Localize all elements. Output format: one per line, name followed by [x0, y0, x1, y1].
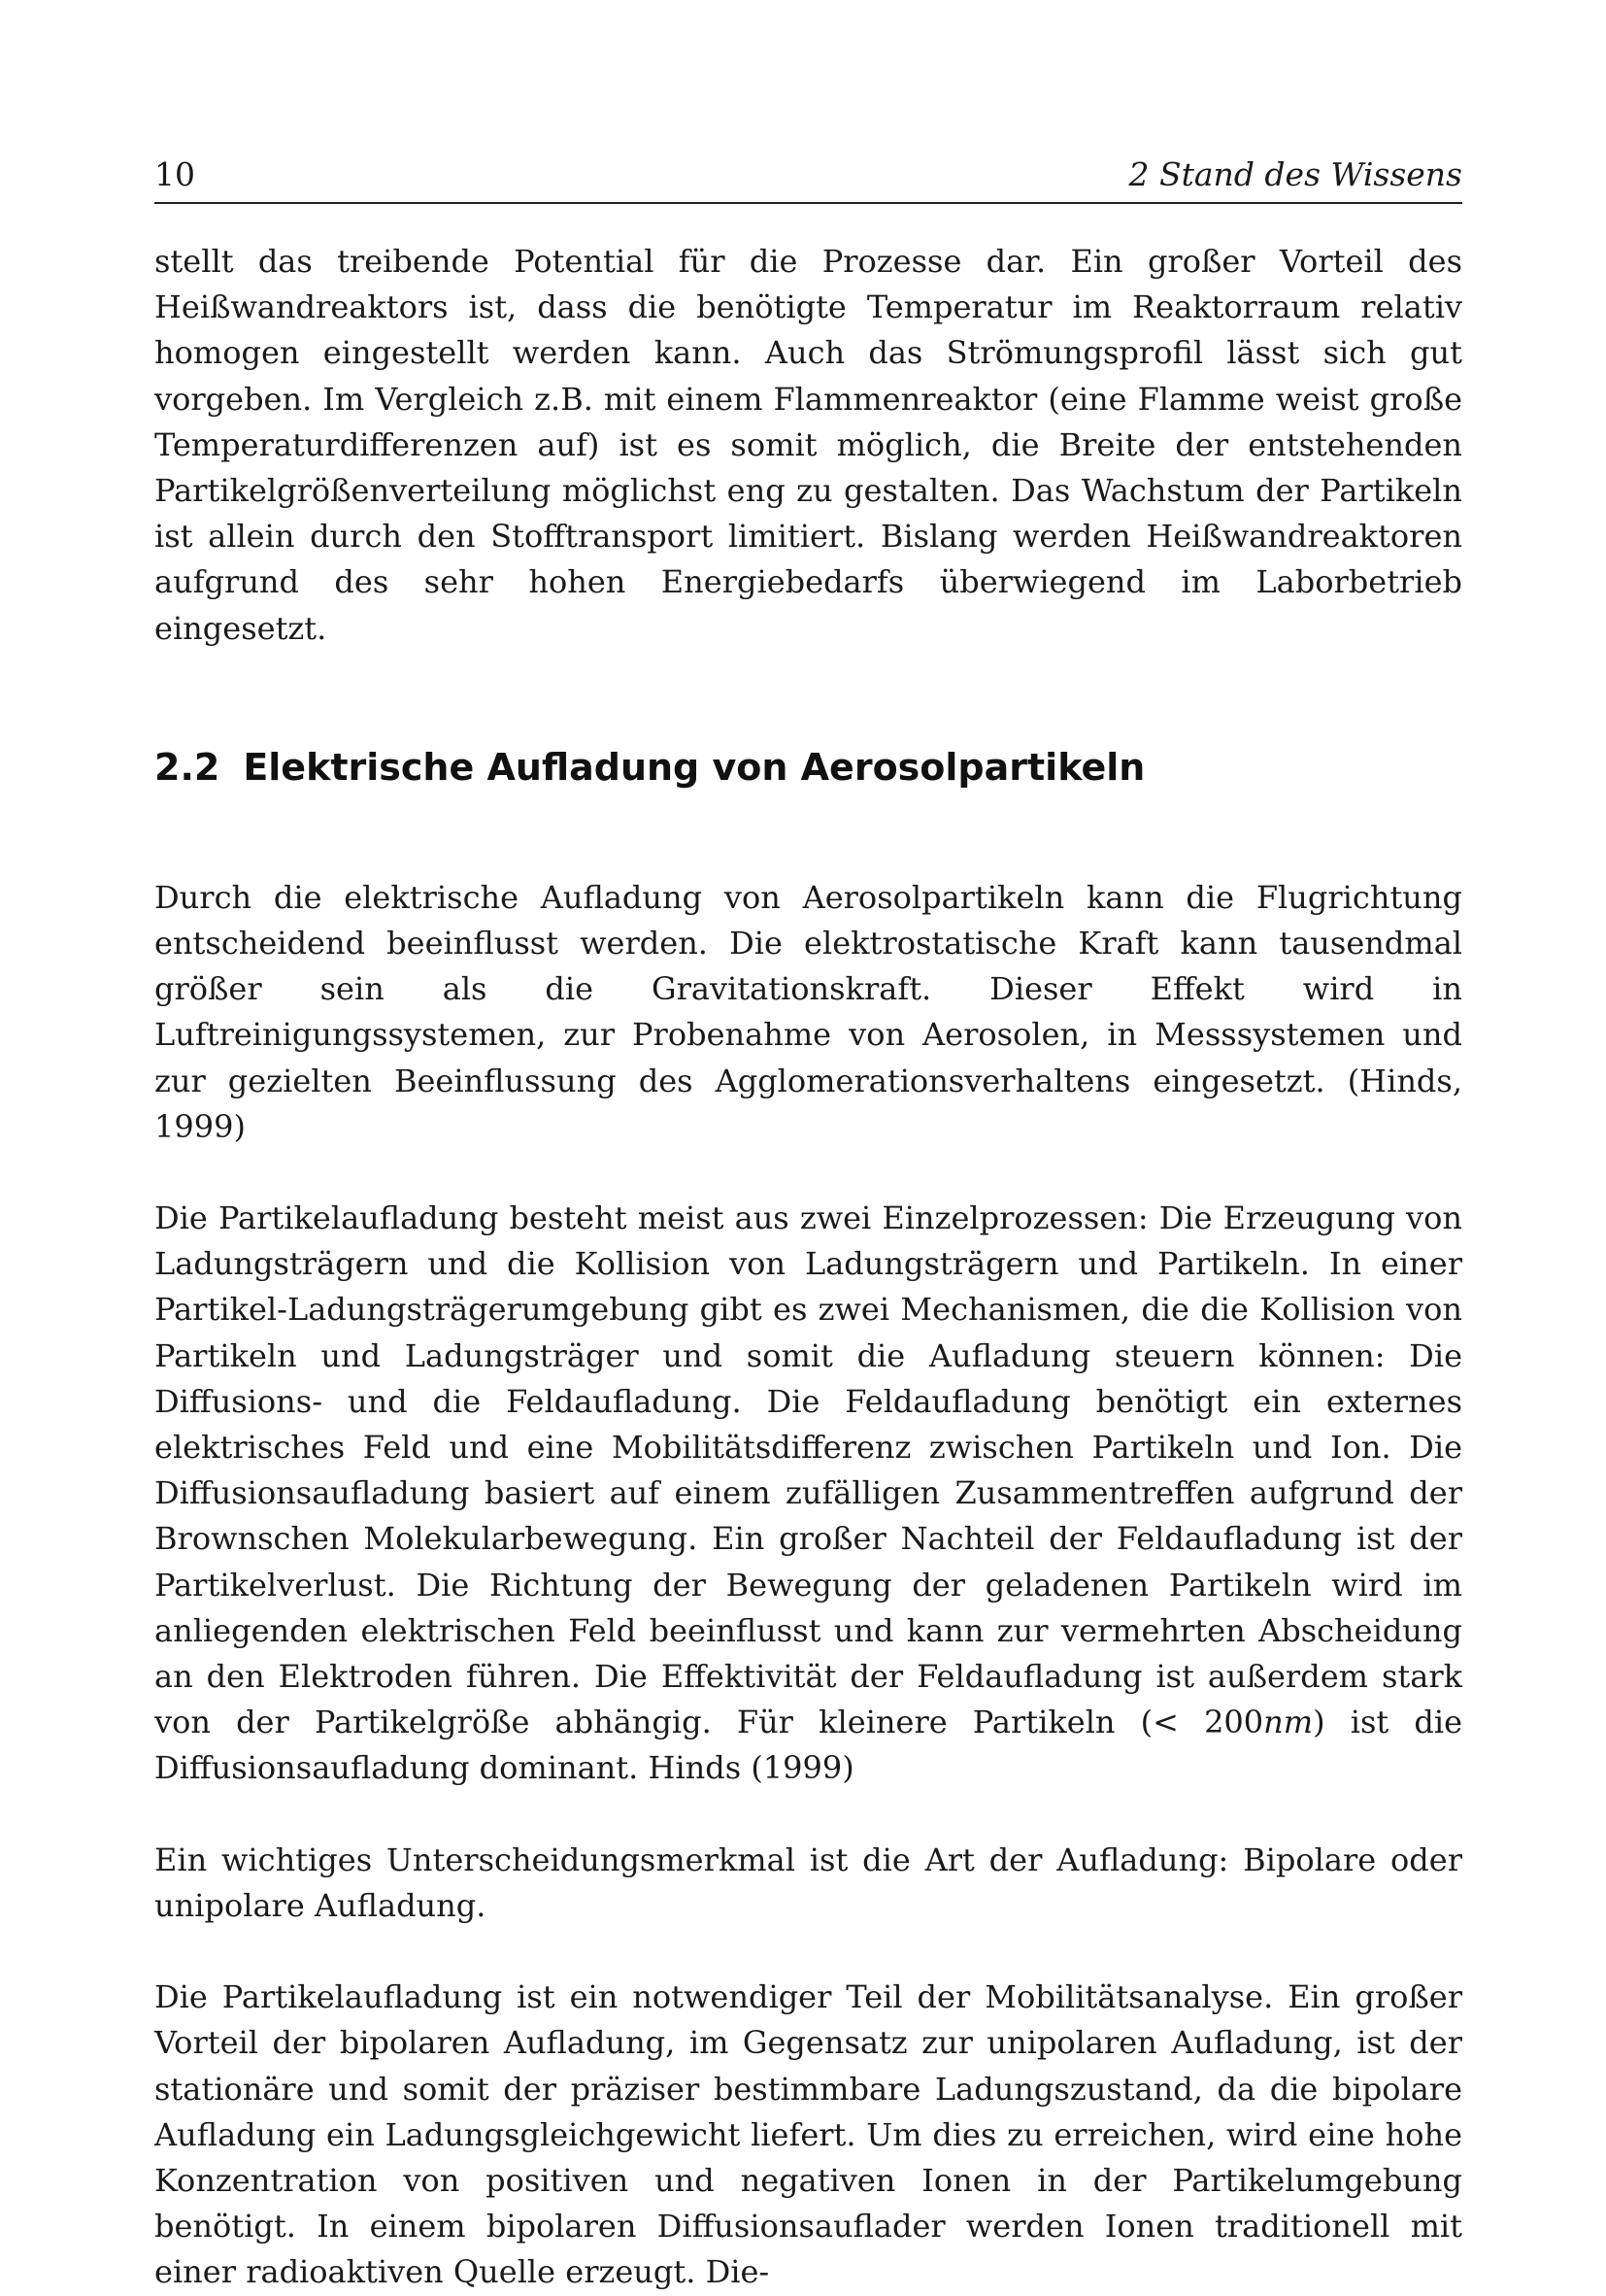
page-number: 10: [154, 155, 195, 193]
paragraph-text: ) ist die Diffusionsaufladung dominant. Hinds (1999): [154, 1704, 1463, 1787]
unit-nm: nm: [1263, 1704, 1314, 1741]
paragraph-charging-types: Ein wichtiges Unterscheidungsmerkmal ist die Art der Aufladung: Bipolare oder unipolare Aufladung.: [154, 1840, 1462, 1924]
intro-paragraph: stellt das treibende Potential für die Prozesse dar. Ein großer Vorteil des Heißwandreaktors ist, dass die benötigte Temperatur im Reaktorraum relativ homogen eingestellt werden kann. Auch das Strömungsprofil lässt sich gut vorgeben. Im Vergleich z.B. mit einem Flammenreaktor (eine Flamme weist große Temperaturdifferenzen auf) ist es somit möglich, die Breite der entstehenden Partikelgrößenverteilung möglichst eng zu gestalten. Das Wachstum der Partikeln ist allein durch den Stofftransport limitiert. Bislang werden Heißwandreaktoren aufgrund des sehr hohen Energiebedarfs überwiegend im Laborbetrieb eingesetzt.: [154, 243, 1462, 647]
paragraph-text: Die Partikelaufladung besteht meist aus zwei Einzelprozessen: Die Erzeugung von Ladungsträgern und die Kollision von Ladungsträgern und Partikeln. In einer Partikel-Ladungsträgerumgebung gibt es zwei Mechanismen, die die Kollision von Partikeln und Ladungsträger und somit die Aufladung steuern können: Die Diffusions- und die Feldaufladung. Die Feldaufladung benötigt ein externes elektrisches Feld und eine Mobilitätsdifferenz zwischen Partikeln und Ion. Die Diffusionsaufladung basiert auf einem zufälligen Zusammentreffen aufgrund der Brownschen Molekularbewegung. Ein großer Nachteil der Feldaufladung ist der Partikelverlust. Die Richtung der Bewegung der geladenen Partikeln wird im anliegenden elektrischen Feld beeinflusst und kann zur vermehrten Abscheidung an den Elektroden führen. Die Effektivität der Feldaufladung ist außerdem stark von der Partikelgröße abhängig. Für kleinere Partikeln (< 200: [154, 1199, 1462, 1741]
section-number: 2.2: [154, 745, 220, 789]
document-page: [154, 155, 1462, 2296]
chapter-title: 2 Stand des Wissens: [1128, 155, 1462, 193]
running-header: [154, 155, 1462, 204]
section-title: Elektrische Aufladung von Aerosolpartikeln: [243, 745, 1146, 789]
paragraph-charging-mechanisms: [154, 1196, 1462, 1792]
paragraph-bipolar-charging: Die Partikelaufladung ist ein notwendiger Teil der Mobilitätsanalyse. Ein großer Vorteil der bipolaren Aufladung, im Gegensatz zur unipolaren Aufladung, ist der stationäre und somit der präziser bestimmbare Ladungszustand, da die bipolare Aufladung ein Ladungsgleichgewicht liefert. Um dies zu erreichen, wird eine hohe Konzentration von positiven und negativen Ionen in der Partikelumgebung benötigt. In einem bipolaren Diffusionsauflader werden Ionen traditionell mit einer radioaktiven Quelle erzeugt. Die-: [154, 1978, 1462, 2291]
section-heading: [154, 744, 1462, 791]
paragraph-charging-intro: Durch die elektrische Aufladung von Aerosolpartikeln kann die Flugrichtung entscheidend beeinflusst werden. Die elektrostatische Kraft kann tausendmal größer sein als die Gravitationskraft. Dieser Effekt wird in Luftreinigungssystemen, zur Probenahme von Aerosolen, in Messsystemen und zur gezielten Beeinflussung des Agglomerationsverhaltens eingesetzt. (Hinds, 1999): [154, 878, 1462, 1145]
page-content: [154, 239, 1462, 2296]
